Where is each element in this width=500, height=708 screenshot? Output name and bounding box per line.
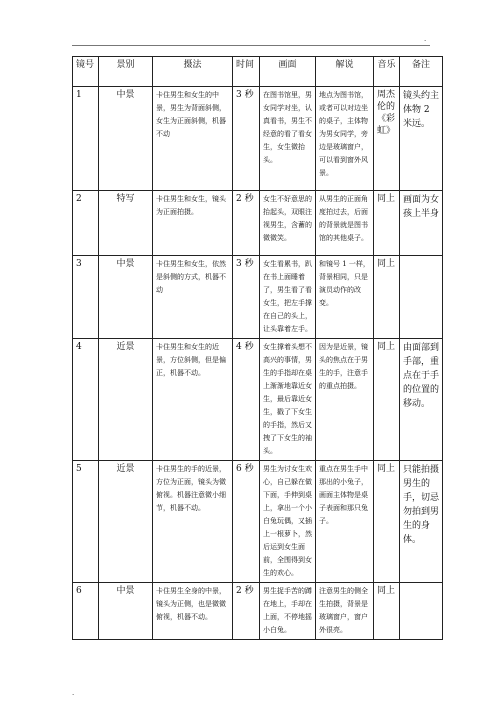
cell-shot-number: 3: [73, 256, 99, 339]
cell-narration: 重点在男生手中那出的小兔子，画面主体物是桌子表面和那只兔子。: [316, 461, 374, 583]
cell-notes: [400, 583, 443, 640]
cell-scene: 女生撑着头想不高兴的事情，男生的手指却在桌上渐渐地靠近女生，最后靠近女生，戳了下女生的手指，然后又拽了下女生的袖头。: [260, 339, 316, 461]
cell-notes: 镜头约主体物 2 米远。: [400, 87, 443, 191]
cell-scene: 男生捉手苦的蹲在地上，手却在上面，不停地摇小白兔。: [260, 583, 316, 640]
header-time: 时间: [233, 57, 260, 87]
cell-music: 同上: [374, 256, 400, 339]
cell-time: 3 秒: [233, 87, 260, 191]
header-camera: 摄法: [153, 57, 233, 87]
cell-notes: 由面部到手部，重点在于手的位置的移动。: [400, 339, 443, 461]
cell-shot-size: 近景: [99, 339, 153, 461]
cell-shot-number: 1: [73, 87, 99, 191]
cell-music: 同上: [374, 339, 400, 461]
cell-time: 2 秒: [233, 583, 260, 640]
cell-notes: 画面为女孩上半身: [400, 191, 443, 256]
cell-camera: 卡住男生全身的中景，镜头为正侧，也是微微俯视，机器不动。: [153, 583, 233, 640]
header-shot-number: 镜号: [73, 57, 99, 87]
table-row: [73, 339, 443, 461]
cell-scene: 在图书馆里，男女同学对坐，认真看书，男生不经意的看了看女生，女生微抬头。: [260, 87, 316, 191]
header-notes: 备注: [400, 57, 443, 87]
cell-camera: 卡住男生的手的近景，方位为正面，镜头为微俯视。机器注意微小细节，机器不动。: [153, 461, 233, 583]
header-scene: 画面: [260, 57, 316, 87]
table-row: [73, 461, 443, 583]
header-rule: [72, 45, 430, 46]
storyboard-table: [72, 56, 443, 640]
cell-music: 同上: [374, 191, 400, 256]
cell-scene: 男生为讨女生欢心，自己躲在做下面，手伸到桌上，拿出一个小白兔玩偶，又插上一根萝卜，然后运到女生面前，全围得到女生的欢心。: [260, 461, 316, 583]
cell-narration: 因为是近景，镜头的焦点在于男生的手，注意手的重点拍摄。: [316, 339, 374, 461]
table-row: [73, 87, 443, 191]
cell-shot-size: 近景: [99, 461, 153, 583]
cell-scene: 女生不好意思的抬起头，双眼注视男生，含蓄的微微笑。: [260, 191, 316, 256]
cell-narration: 和镜号 1 一样，背景相同，只是演员动作的改变。: [316, 256, 374, 339]
cell-time: 3 秒: [233, 256, 260, 339]
cell-music: 周杰伦的《彩虹》: [374, 87, 400, 191]
cell-camera: 卡住男生和女生，镜头为正面拍摄。: [153, 191, 233, 256]
cell-time: 6 秒: [233, 461, 260, 583]
cell-music: 同上: [374, 461, 400, 583]
cell-music: 同上: [374, 583, 400, 640]
cell-camera: 卡住男生和女生的中景，男生为背面斜侧，女生为正面斜侧，机器不动: [153, 87, 233, 191]
table-row: [73, 256, 443, 339]
cell-time: 4 秒: [233, 339, 260, 461]
cell-shot-number: 2: [73, 191, 99, 256]
cell-camera: 卡住男生和女生的近景，方位斜侧，但是偏正，机器不动。: [153, 339, 233, 461]
header-mark: .: [424, 35, 427, 43]
header-music: 音乐: [374, 57, 400, 87]
cell-notes: 只能拍摄男生的手，切忌勿拍到男生的身体。: [400, 461, 443, 583]
cell-shot-size: 中景: [99, 256, 153, 339]
cell-shot-number: 6: [73, 583, 99, 640]
footer-mark: .: [72, 689, 75, 697]
table-header-row: [73, 57, 443, 87]
cell-narration: 地点为图书馆，或者可以对边坐的桌子，主体物为男女同学，旁边是玻璃窗户，可以看到窗外风景。: [316, 87, 374, 191]
header-shot-size: 景别: [99, 57, 153, 87]
table-row: [73, 191, 443, 256]
cell-shot-size: 中景: [99, 583, 153, 640]
cell-shot-number: 5: [73, 461, 99, 583]
cell-shot-number: 4: [73, 339, 99, 461]
cell-shot-size: 中景: [99, 87, 153, 191]
cell-narration: 从男生的正面角度拍过去，后面的背景就是图书馆的其他桌子。: [316, 191, 374, 256]
cell-narration: 注意男生的侧全生拍摄，背景是玻璃窗户，窗户外很亮。: [316, 583, 374, 640]
cell-shot-size: 特写: [99, 191, 153, 256]
cell-camera: 卡住男生和女生，依然是斜侧的方式，机器不动: [153, 256, 233, 339]
cell-scene: 女生看累书，趴在书上面睡着了，男生看了看女生，把左手撑在自己的头上，让头靠着左手。: [260, 256, 316, 339]
table-row: [73, 583, 443, 640]
cell-notes: [400, 256, 443, 339]
header-narration: 解说: [316, 57, 374, 87]
cell-time: 2 秒: [233, 191, 260, 256]
